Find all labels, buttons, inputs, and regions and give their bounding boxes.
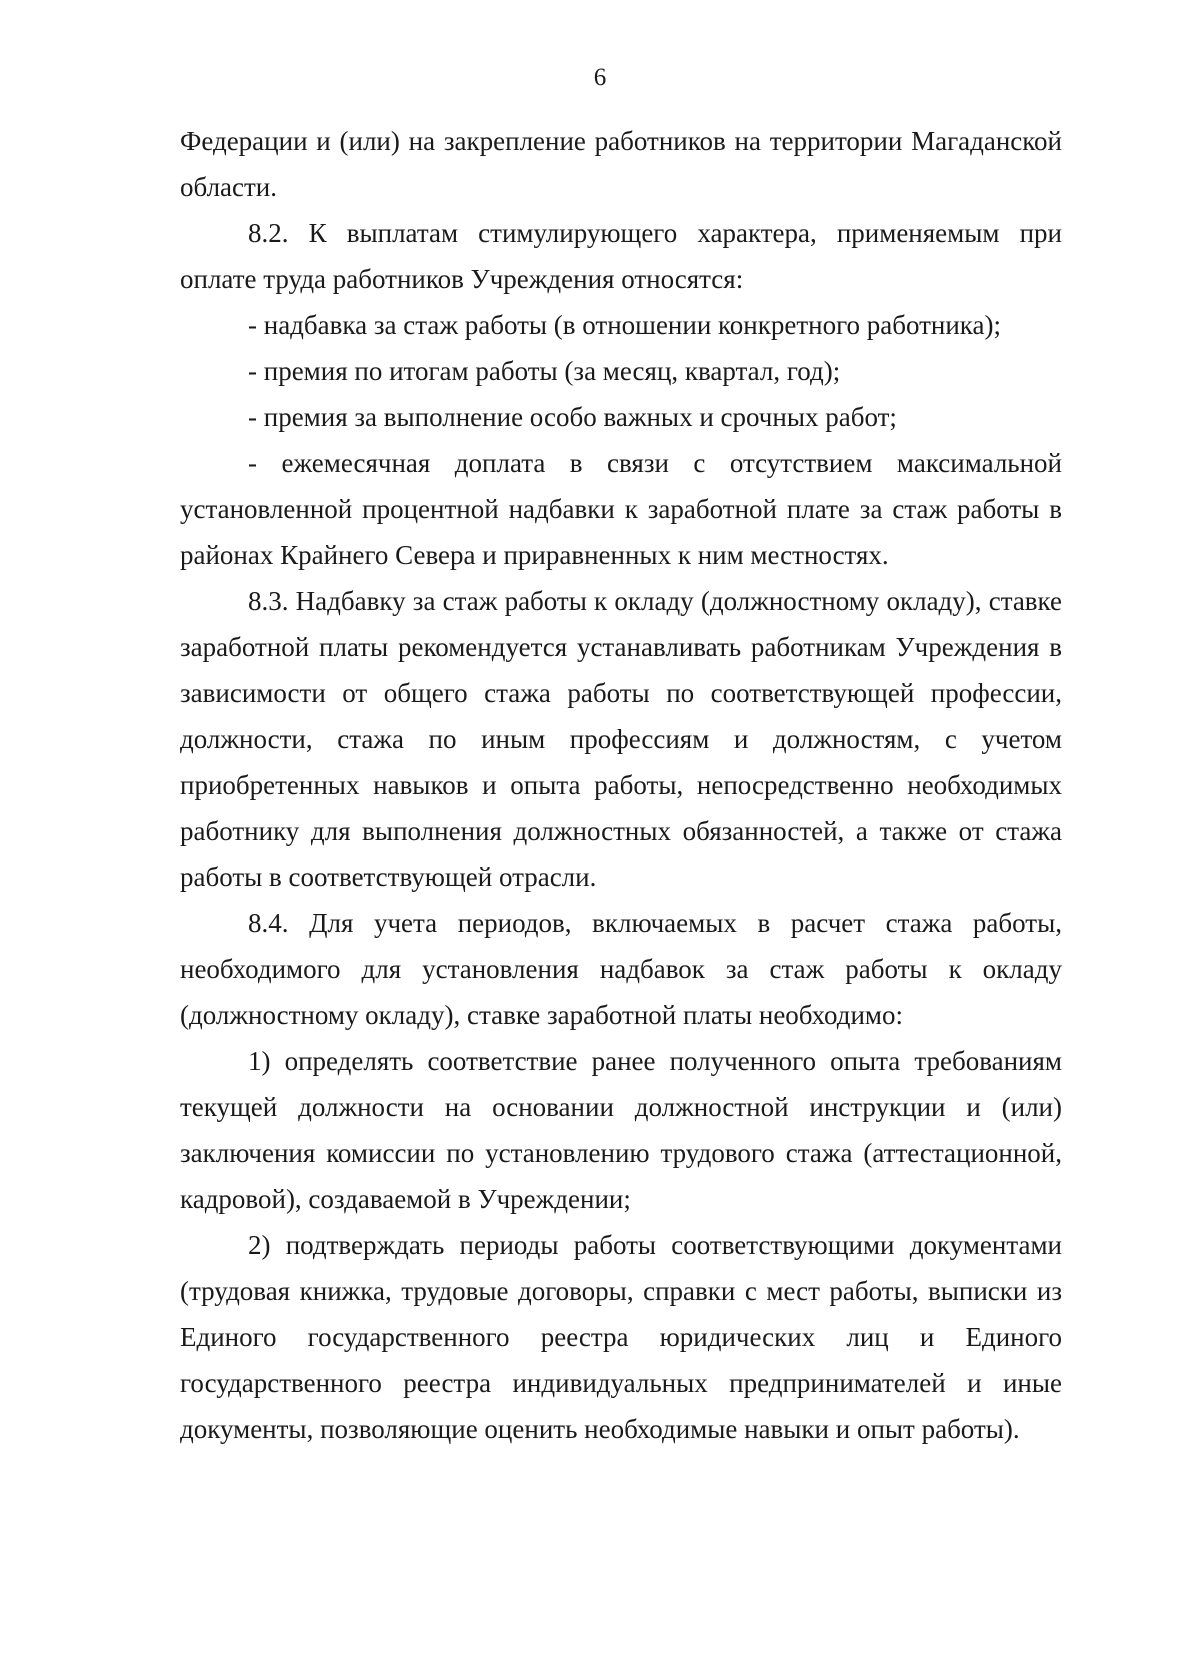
paragraph-federation-continuation: Федерации и (или) на закрепление работников на территории Магаданской области. (180, 126, 1062, 202)
list-item-confirm-periods: 2) подтверждать периоды работы соответствующими документами (трудовая книжка, трудовые договоры, справки с мест работы, выписки из Единого государственного реестра юридических лиц и Единого государственного реестра индивидуальных предпринимателей и иные документы, позволяющие оценить необходимые навыки и опыт работы). (180, 1230, 1062, 1444)
list-item-determine-compliance: 1) определять соответствие ранее полученного опыта требованиям текущей должности на основании должностной инструкции и (или) заключения комиссии по установлению трудового стажа (аттестационной, кадровой), создаваемой в Учреждении; (180, 1046, 1062, 1214)
list-item-urgent-work-bonus: - премия за выполнение особо важных и срочных работ; (248, 402, 897, 432)
paragraph-8-4: 8.4. Для учета периодов, включаемых в расчет стажа работы, необходимого для установления надбавок за стаж работы к окладу (должностному окладу), ставке заработной платы необходимо: (180, 908, 1062, 1030)
page-number: 6 (593, 64, 607, 91)
paragraph-8-3: 8.3. Надбавку за стаж работы к окладу (должностному окладу), ставке заработной платы рекомендуется устанавливать работникам Учреждения в зависимости от общего стажа работы по соответствующей профессии, должности, стажа по иным профессиям и должностям, с учетом приобретенных навыков и опыта работы, непосредственно необходимых работнику для выполнения должностных обязанностей, а также от стажа работы в соответствующей отрасли. (180, 586, 1062, 892)
list-item-seniority-allowance: - надбавка за стаж работы (в отношении конкретного работника); (248, 310, 1001, 340)
paragraph-8-2: 8.2. К выплатам стимулирующего характера, применяемым при оплате труда работников Учреждения относятся: (180, 218, 1062, 294)
list-item-performance-bonus: - премия по итогам работы (за месяц, квартал, год); (248, 356, 841, 386)
document-body (180, 118, 1062, 1452)
list-item-monthly-north-supplement: - ежемесячная доплата в связи с отсутствием максимальной установленной процентной надбавки к заработной плате за стаж работы в районах Крайнего Севера и приравненных к ним местностях. (180, 448, 1062, 570)
